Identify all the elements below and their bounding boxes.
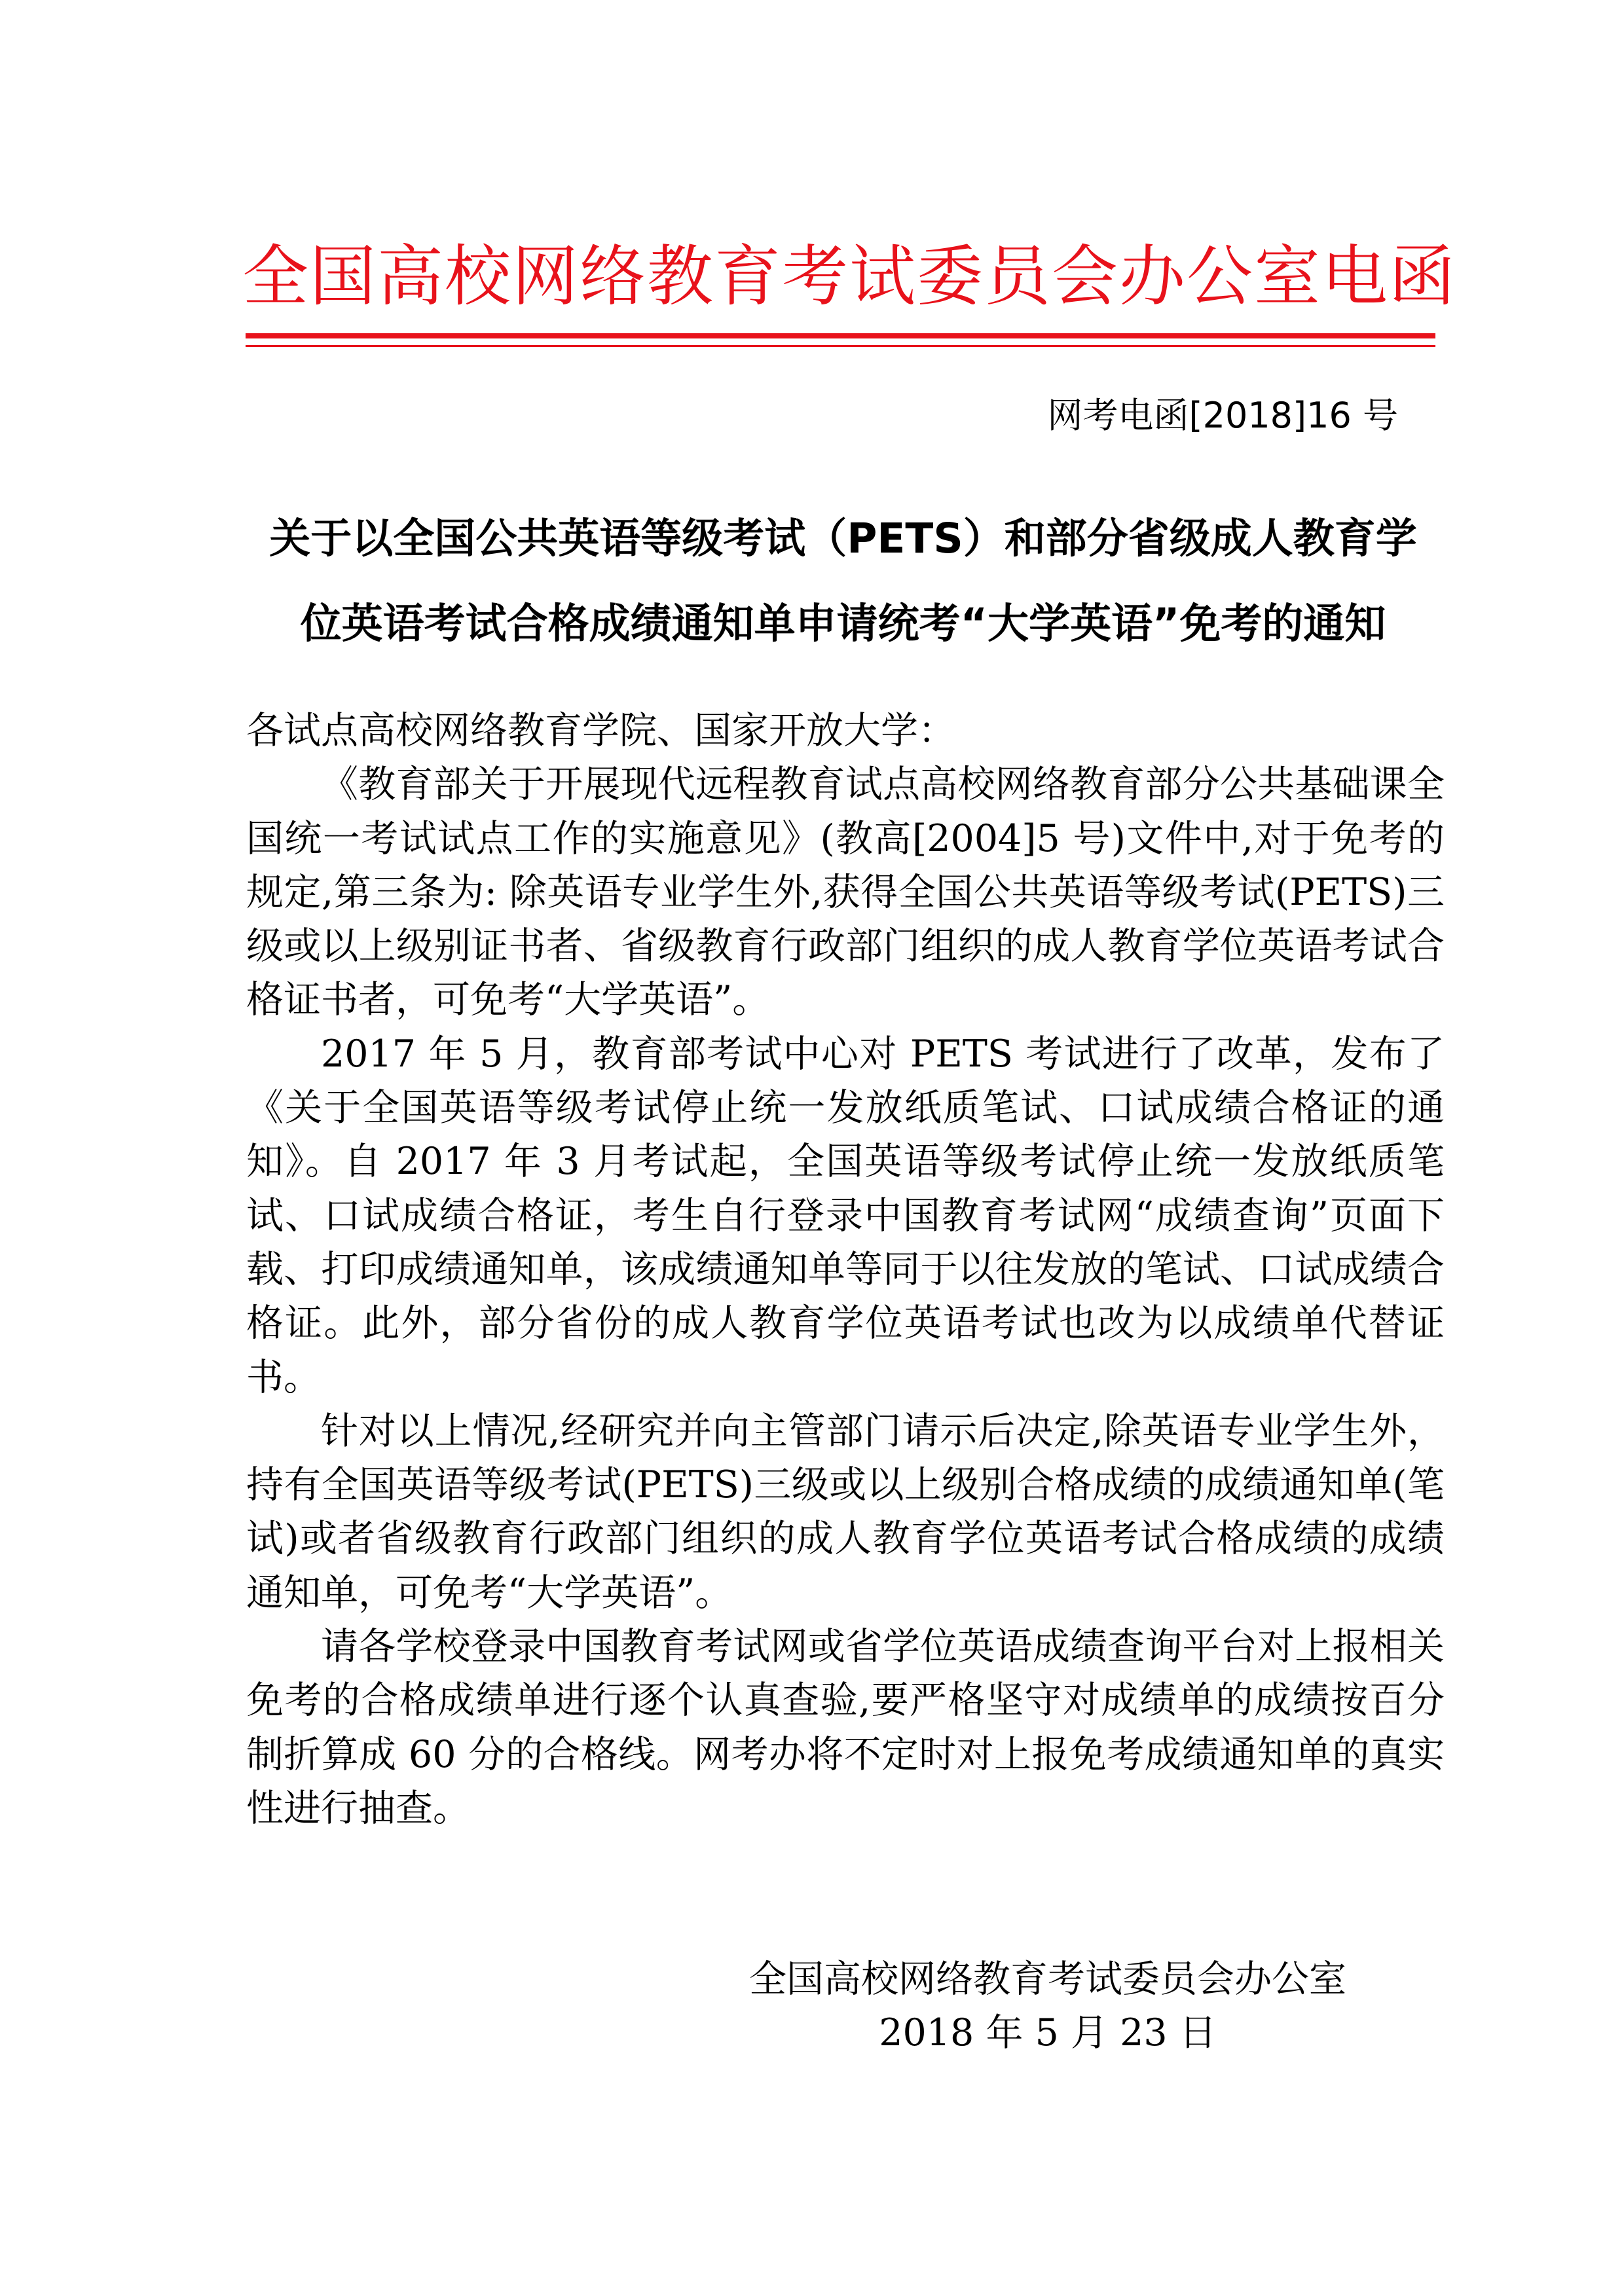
document-number: 网考电函[2018]16 号 <box>1047 395 1398 436</box>
signature-organization: 全国高校网络教育考试委员会办公室 <box>749 1958 1346 2001</box>
body-paragraph-3: 针对以上情况,经研究并向主管部门请示后决定,除英语专业学生外，持有全国英语等级考试(PETS)三级或以上级别合格成绩的成绩通知单(笔试)或者省级教育行政部门组织的成人教育学位英语考试合格成绩的成绩通知单，可免考“大学英语”。 <box>246 1409 1445 1614</box>
body-paragraph-4: 请各学校登录中国教育考试网或省学位英语成绩查询平台对上报相关免考的合格成绩单进行逐个认真查验,要严格坚守对成绩单的成绩按百分制折算成 60 分的合格线。网考办将不定时对上报免考成绩通知单的真实性进行抽查。 <box>246 1625 1445 1830</box>
notice-title-line-2: 位英语考试合格成绩通知单申请统考“大学英语”免考的通知 <box>300 600 1386 647</box>
body-paragraph-1: 《教育部关于开展现代远程教育试点高校网络教育部分公共基础课全国统一考试试点工作的实施意见》(教高[2004]5 号)文件中,对于免考的规定,第三条为: 除英语专业学生外,获得全国公共英语等级考试(PETS)三级或以上级别证书者、省级教育行政部门组织的成人教育学位英语考试合格证书者，可免考“大学英语”。 <box>246 763 1445 1022</box>
body-paragraph-2: 2017 年 5 月，教育部考试中心对 PETS 考试进行了改革，发布了《关于全国英语等级考试停止统一发放纸质笔试、口试成绩合格证的通知》。自 2017 年 3 月考试起，全国英语等级考试停止统一发放纸质笔试、口试成绩合格证，考生自行登录中国教育考试网“成绩查询”页面下载、打印成绩通知单，该成绩通知单等同于以往发放的笔试、口试成绩合格证。此外，部分省份的成人教育学位英语考试也改为以成绩单代替证书。 <box>246 1032 1445 1399</box>
letterhead-rule-thin <box>246 345 1435 347</box>
notice-title <box>242 496 1444 666</box>
letterhead-title: 全国高校网络教育考试委员会办公室电函 <box>242 238 1457 315</box>
notice-title-line-1: 关于以全国公共英语等级考试（PETS）和部分省级成人教育学 <box>269 515 1417 562</box>
notice-body <box>246 704 1445 1835</box>
salutation: 各试点高校网络教育学院、国家开放大学： <box>246 709 955 752</box>
letterhead-rule-thick <box>246 333 1435 338</box>
signature-date: 2018 年 5 月 23 日 <box>879 2011 1217 2054</box>
signature-block <box>740 1952 1356 2060</box>
